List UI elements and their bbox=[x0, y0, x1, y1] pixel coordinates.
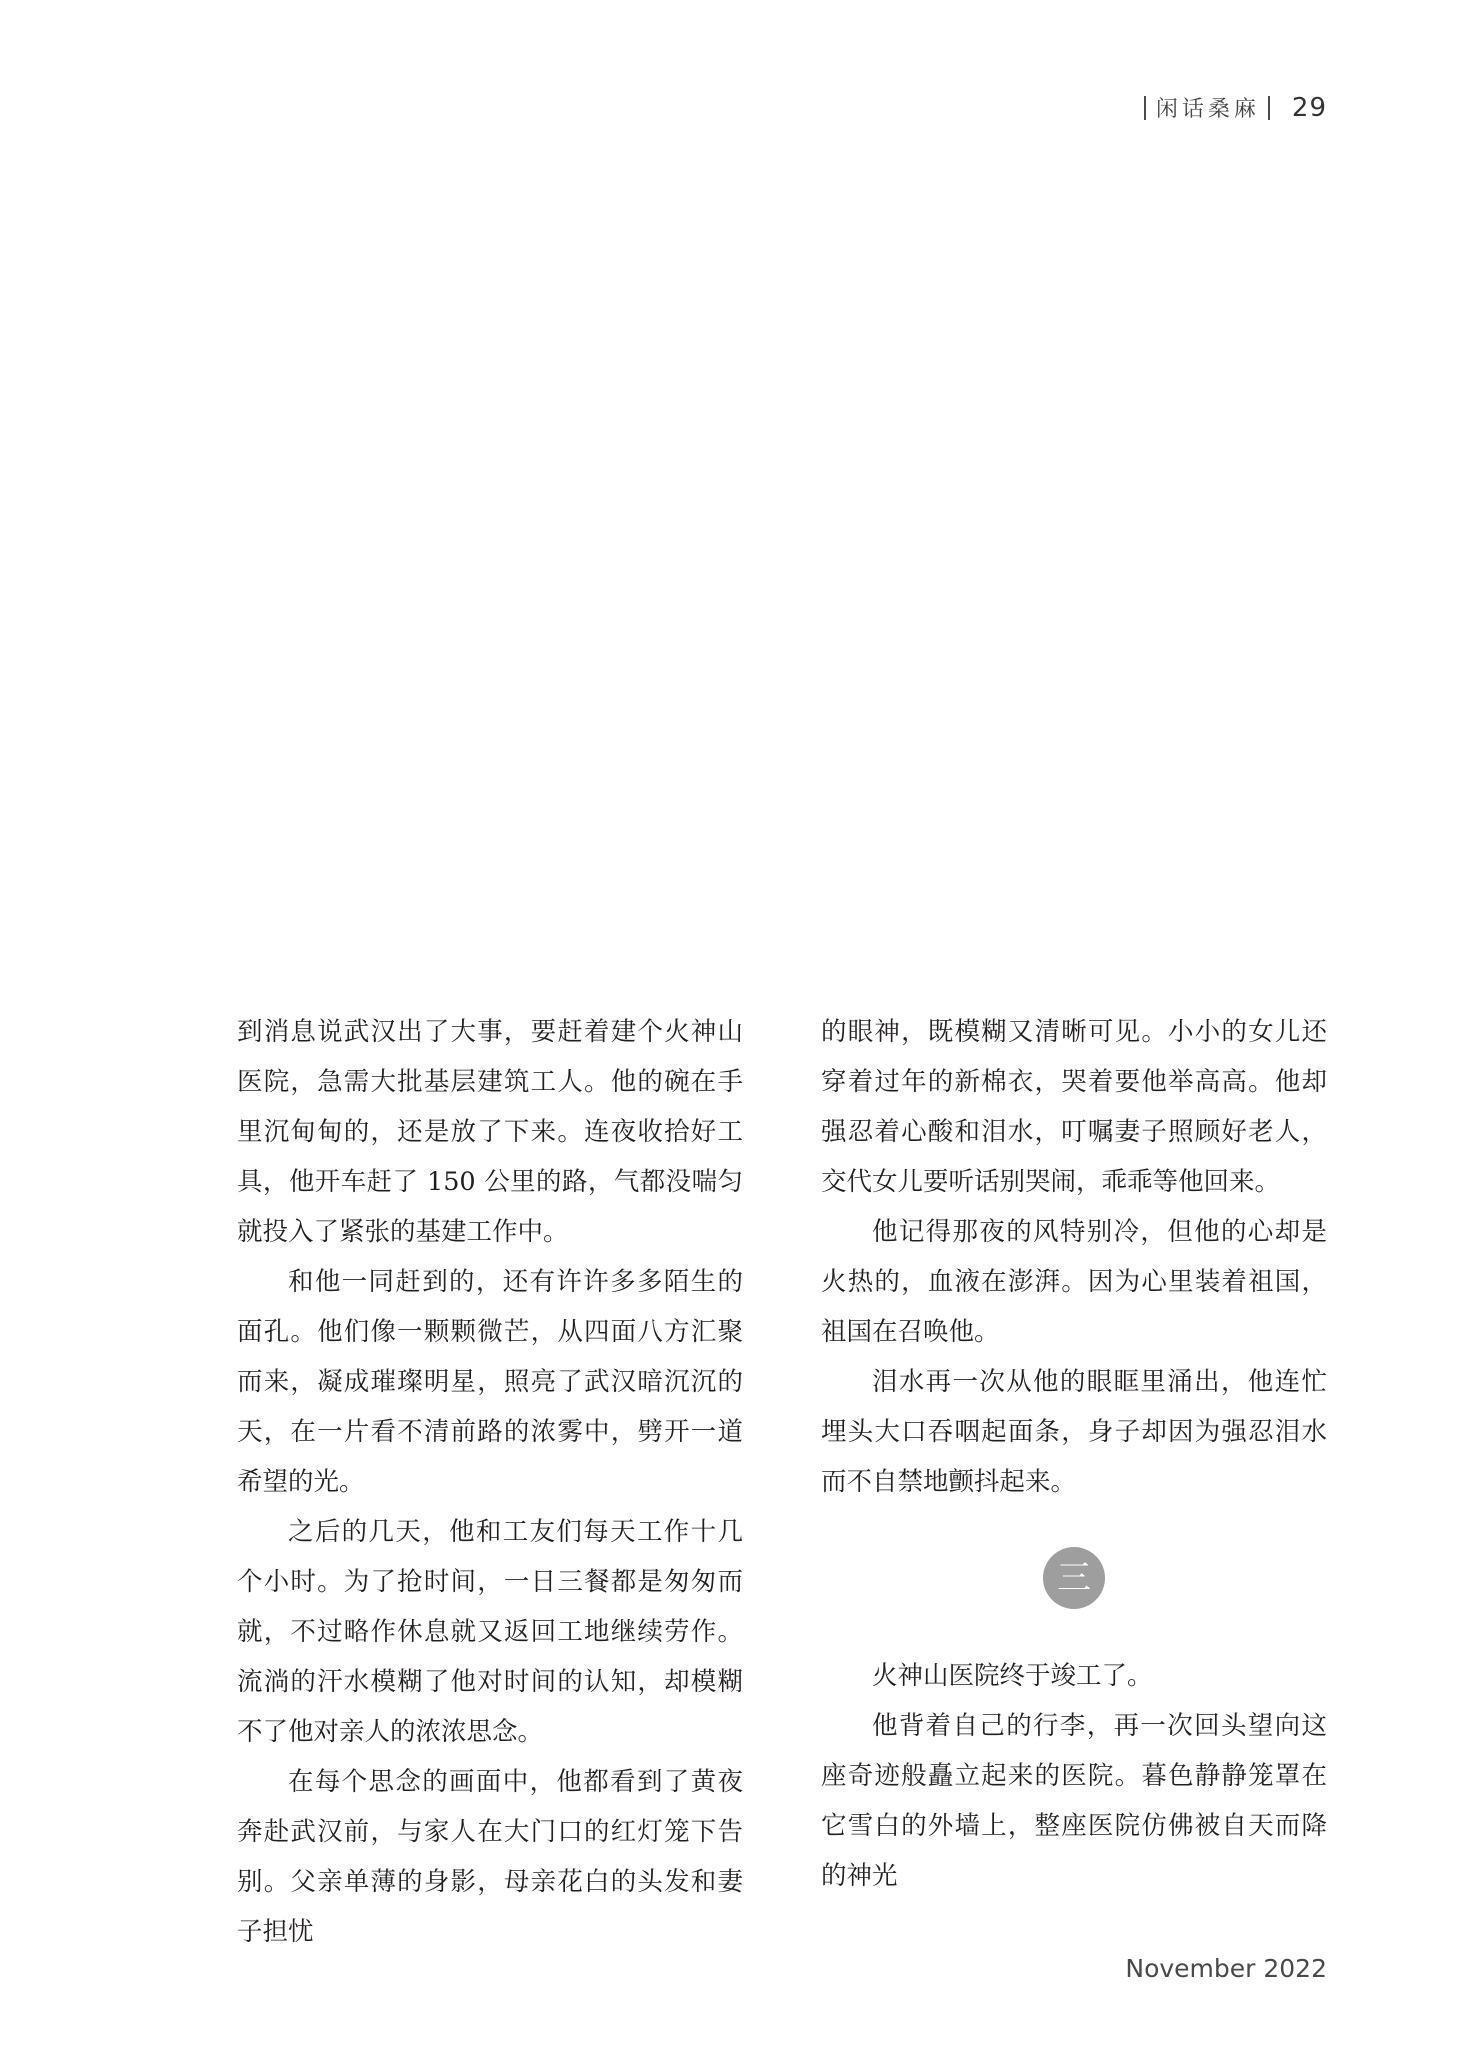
paragraph: 和他一同赶到的，还有许许多多陌生的面孔。他们像一颗颗微芒，从四面八方汇聚而来，凝成璀璨明星，照亮了武汉暗沉沉的天，在一片看不清前路的浓雾中，劈开一道希望的光。 bbox=[237, 1267, 743, 1497]
section-title: 闲话桑麻 bbox=[1155, 97, 1260, 122]
right-column bbox=[821, 1007, 1327, 1901]
paragraph: 他背着自己的行李，再一次回头望向这座奇迹般矗立起来的医院。暮色静静笼罩在它雪白的外墙上，整座医院仿佛被自天而降的神光 bbox=[821, 1711, 1327, 1891]
paragraph: 泪水再一次从他的眼眶里涌出，他连忙埋头大口吞咽起面条，身子却因为强忍泪水而不自禁地颤抖起来。 bbox=[821, 1367, 1327, 1497]
header-divider-left bbox=[1144, 96, 1146, 120]
page-number: 29 bbox=[1291, 92, 1327, 123]
paragraph: 他记得那夜的风特别冷，但他的心却是火热的，血液在澎湃。因为心里装着祖国，祖国在召唤他。 bbox=[821, 1217, 1327, 1347]
paragraph-continued: 到消息说武汉出了大事，要赶着建个火神山医院，急需大批基层建筑工人。他的碗在手里沉甸甸的，还是放了下来。连夜收拾好工具，他开车赶了 150 公里的路，气都没喘匀就投入了紧张的基建工作中。 bbox=[237, 1017, 743, 1247]
paragraph-continued: 的眼神，既模糊又清晰可见。小小的女儿还穿着过年的新棉衣，哭着要他举高高。他却强忍着心酸和泪水，叮嘱妻子照顾好老人，交代女儿要听话别哭闹，乖乖等他回来。 bbox=[821, 1017, 1327, 1197]
section-number-badge: 三 bbox=[1043, 1547, 1105, 1609]
left-column bbox=[237, 1007, 743, 1957]
running-header bbox=[1144, 92, 1327, 123]
paragraph: 之后的几天，他和工友们每天工作十几个小时。为了抢时间，一日三餐都是匆匆而就，不过略作休息就又返回工地继续劳作。流淌的汗水模糊了他对时间的认知，却模糊不了他对亲人的浓浓思念。 bbox=[237, 1517, 743, 1747]
header-divider-right bbox=[1268, 96, 1270, 120]
issue-date: November 2022 bbox=[1125, 1954, 1327, 1983]
paragraph: 火神山医院终于竣工了。 bbox=[872, 1661, 1153, 1691]
paragraph: 在每个思念的画面中，他都看到了黄夜奔赴武汉前，与家人在大门口的红灯笼下告别。父亲单薄的身影，母亲花白的头发和妻子担忧 bbox=[237, 1767, 743, 1947]
